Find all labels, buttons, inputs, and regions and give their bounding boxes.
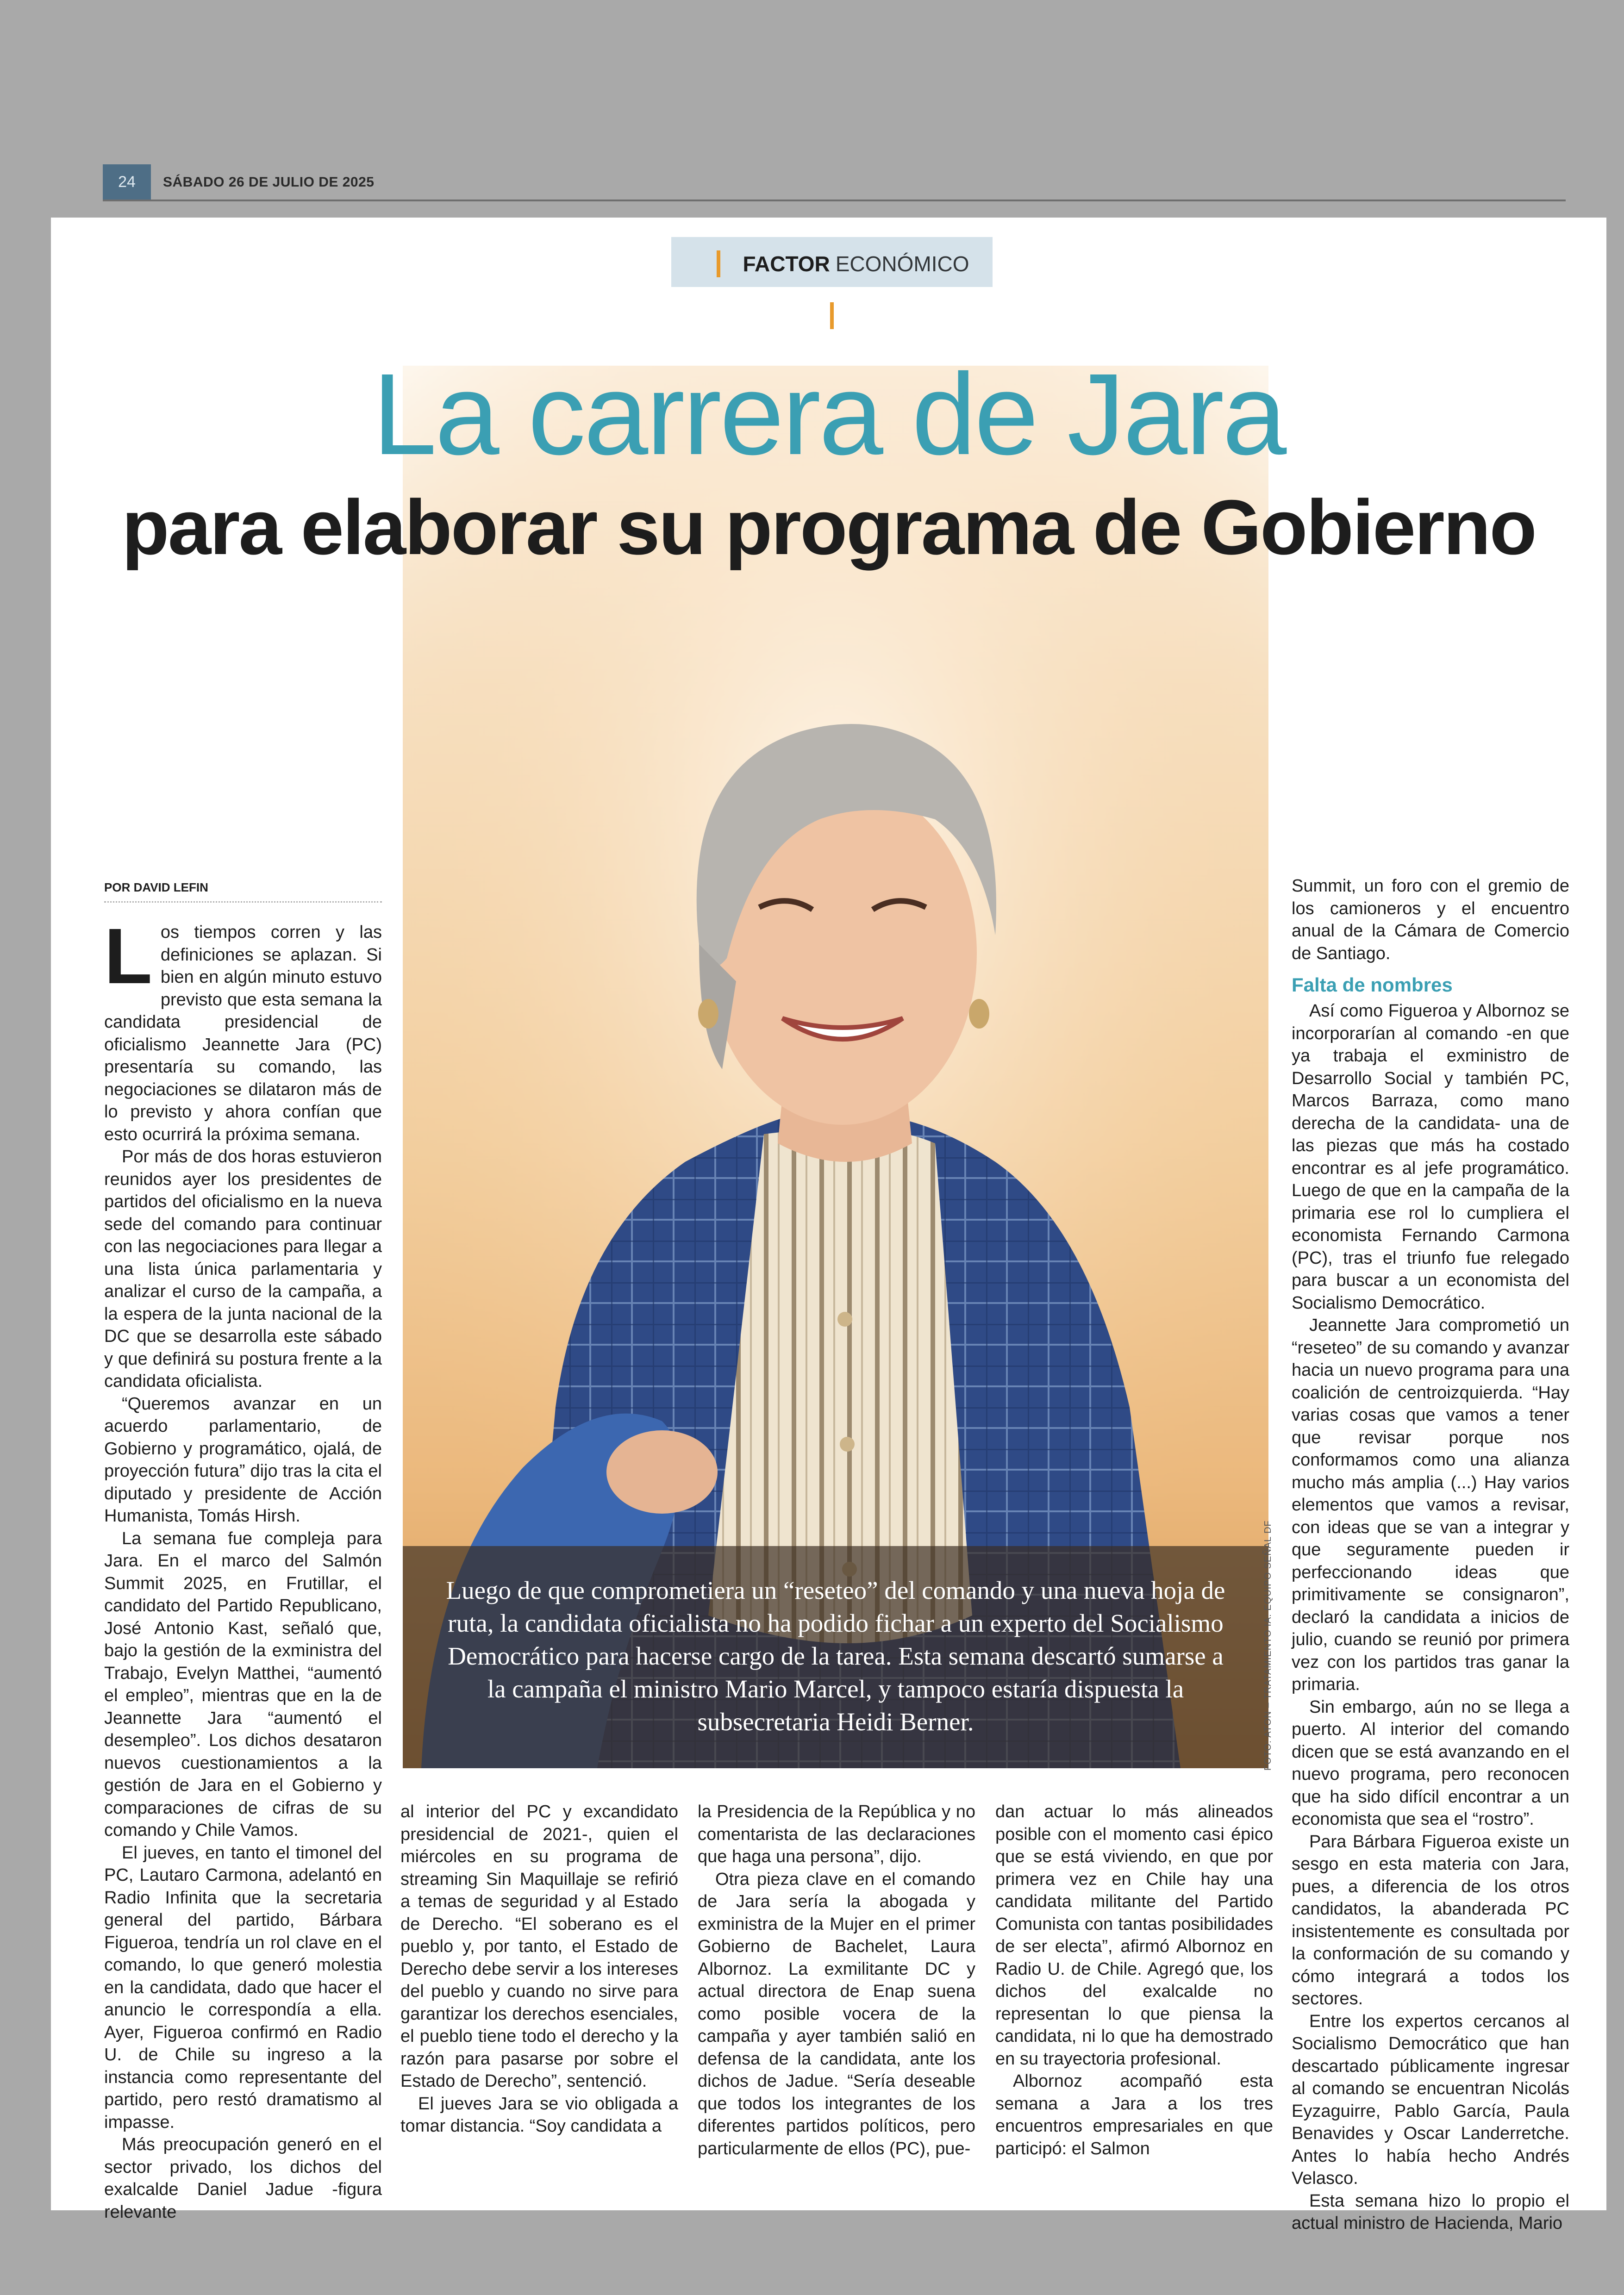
article-paragraph: Esta semana hizo lo propio el actual ministro de Hacienda, Mario [1292, 2191, 1569, 2233]
article-paragraph: Más preocupación generó en el sector privado, los dichos del exalcalde Daniel Jadue -figura relevante [104, 2135, 382, 2222]
article-column-2 [400, 1801, 678, 2138]
article-paragraph: “Queremos avanzar en un acuerdo parlamentario, de Gobierno y programático, ojalá, de proyección futura” dijo tras la cita el diputado y presidente de Acción Humanista, Tomás Hirsh. [104, 1394, 382, 1526]
article-paragraph [104, 912, 382, 1146]
blouse-button [837, 1312, 852, 1327]
article-paragraph: Para Bárbara Figueroa existe un sesgo en esta materia con Jara, pues, a diferencia de los otros candidatos, la abanderada PC insistentemente es consultada por la conformación de su comando y cómo integrará a todos los sectores. [1292, 1832, 1569, 2008]
hand [606, 1430, 718, 1514]
byline: POR DAVID LEFIN [104, 880, 382, 903]
subheading: Falta de nombres [1292, 974, 1453, 996]
article-column-1 [104, 912, 382, 2223]
article-paragraph: Otra pieza clave en el comando de Jara sería la abogada y exministra de la Mujer en el primer Gobierno de Bachelet, Laura Albornoz. La exmilitante DC y actual directora de Enap suena como posible vocera de la campaña y ayer también salió en defensa de la candidata, ante los dichos de Jadue. “Sería deseable que todos los integrantes de los diferentes partidos políticos, pero particularmente de ellos (PC), pue- [698, 1869, 975, 2158]
article-paragraph: El jueves Jara se vio obligada a tomar distancia. “Soy candidata a [400, 2094, 678, 2136]
issue-date: SÁBADO 26 DE JULIO DE 2025 [163, 175, 375, 190]
headline-main: La carrera de Jara [372, 349, 1285, 479]
section-label-light: ECONÓMICO [835, 251, 969, 276]
article-paragraph: El jueves, en tanto el timonel del PC, Lautaro Carmona, adelantó en Radio Infinita que la secretaria general del partido, Bárbara Figueroa, tendría un rol clave en el comando, lo que generó molestia en la candidata, dado que hacer el anuncio le correspondía a ella. Ayer, Figueroa confirmó en Radio U. de Chile su ingreso a la instancia como representante del partido, pero restó dramatismo al impasse. [104, 1843, 382, 2132]
newspaper-page [51, 218, 1606, 2233]
article-paragraph: Albornoz acompañó esta semana a Jara a los tres encuentros empresariales en que participó: el Salmon [995, 2071, 1273, 2158]
section-accent-bar [830, 302, 834, 329]
earring [698, 999, 718, 1029]
section-label-bold: FACTOR [743, 251, 830, 276]
article-paragraph: Sin embargo, aún no se llega a puerto. Al interior del comando dicen que se está avanzando en el nuevo programa, pero reconocen que ha sido difícil encontrar a un economista que sea el “rostro”. [1292, 1697, 1569, 1829]
photo-credit: FOTO: ATON – TRATAMIENTO IA: EQUIPO SEÑAL DF [1263, 1520, 1273, 1771]
page-header [103, 164, 1566, 201]
article-column-5 [1292, 875, 1569, 2235]
page-number: 24 [103, 164, 151, 200]
article-paragraph: Por más de dos horas estuvieron reunidos ayer los presidentes de partidos del oficialismo en la nueva sede del comando para continuar con las negociaciones para llegar a una lista única parlamentaria y analizar el curso de la campaña, a la espera de la junta nacional de la DC que se desarrolla este sábado y que definirá su postura frente a la candidata oficialista. [104, 1147, 382, 1391]
article-paragraph: Entre los expertos cercanos al Socialismo Democrático que han descartado públicamente ingresar al comando se encuentran Nicolás Eyzaguirre, Pablo García, Paula Benavides y Oscar Landerretche. Antes lo había hecho Andrés Velasco. [1292, 2011, 1569, 2188]
article-paragraph: Summit, un foro con el gremio de los camioneros y el encuentro anual de la Cámara de Comercio de Santiago. [1292, 876, 1569, 963]
article-column-4 [995, 1801, 1273, 2160]
article-paragraph: la Presidencia de la República y no comentarista de las declaraciones que haga una persona”, dijo. [698, 1802, 975, 1866]
paragraph-text: os tiempos corren y las definiciones se aplazan. Si bien en algún minuto estuvo previsto que esta semana la candidata presidencial de oficialismo Jeannette Jara (PC) presentaría su comando, las negociaciones se dilataron más de lo previsto y ahora confían que esto ocurrirá la próxima semana. [104, 923, 382, 1144]
article-column-3 [698, 1801, 975, 2160]
section-label [671, 237, 993, 287]
article-paragraph: al interior del PC y excandidato presidencial de 2021-, quien el miércoles en su programa de streaming Sin Maquillaje se refirió a temas de seguridad y al Estado de Derecho. “El soberano es el pueblo y, por tanto, el Estado de Derecho debe servir a los intereses del pueblo y cuando no sirve para garantizar los derechos esenciales, el pueblo tiene todo el derecho y la razón para pasarse por sobre el Estado de Derecho”, sentenció. [400, 1802, 678, 2091]
photo-caption: Luego de que comprometiera un “reseteo” del comando y una nueva hoja de ruta, la candidata oficialista no ha podido fichar a un experto del Socialismo Democrático para hacerse cargo de la tarea. Esta semana descartó sumarse a la campaña el ministro Mario Marcel, y tampoco estaría dispuesta la subsecretaria Heidi Berner. [403, 1546, 1268, 1768]
dropcap: L [104, 912, 152, 1000]
article-paragraph: Jeannette Jara comprometió un “reseteo” de su comando y avanzar hacia un nuevo programa para una coalición de centroizquierda. “Hay varias cosas que vamos a tener que revisar porque nos conformamos como una alianza mucho más amplia (...) Hay varios elementos que vamos a revisar, con ideas que se van a integrar y que seguramente pueden ir perfeccionando ideas que primitivamente se consignaron”, declaró la candidata a inicios de julio, cuando se reunió por primera vez con los partidos tras ganar la primaria. [1292, 1316, 1569, 1694]
headline-sub: para elaborar su programa de Gobierno [122, 484, 1536, 571]
article-paragraph: dan actuar lo más alineados posible con el momento casi épico que se está viviendo, en que por primera vez en Chile hay una candidata militante del Partido Comunista con tantas posibilidades de ser electa”, afirmó Albornoz en Radio U. de Chile. Agregó que, los dichos del exalcalde no representan lo que piensa la candidata, ni lo que ha demostrado en su trayectoria profesional. [995, 1802, 1273, 2069]
earring [969, 999, 989, 1029]
section-accent-bar [717, 250, 720, 277]
blouse-button [840, 1437, 855, 1452]
article-paragraph: Así como Figueroa y Albornoz se incorporarían al comando -en que ya trabaja el exministro de Desarrollo Social y también PC, Marcos Barraza, como mano derecha de la candidata- una de las piezas que más ha costado encontrar es al jefe programático. Luego de que en la campaña de la primaria ese rol lo cumpliera el economista Fernando Carmona (PC), tras el triunfo fue relegado para buscar a un economista del Socialismo Democrático. [1292, 1001, 1569, 1313]
article-paragraph: La semana fue compleja para Jara. En el marco del Salmón Summit 2025, en Frutillar, el candidato del Partido Republicano, José Antonio Kast, señaló que, bajo la gestión de la exministra del Trabajo, Evelyn Matthei, “aumentó el empleo”, mientras que en la de Jeannette Jara “aumentó el desempleo”. Los dichos desataron nuevos cuestionamientos a la gestión de Jara en el Gobierno y comparaciones de cifras de su comando y Chile Vamos. [104, 1528, 382, 1840]
